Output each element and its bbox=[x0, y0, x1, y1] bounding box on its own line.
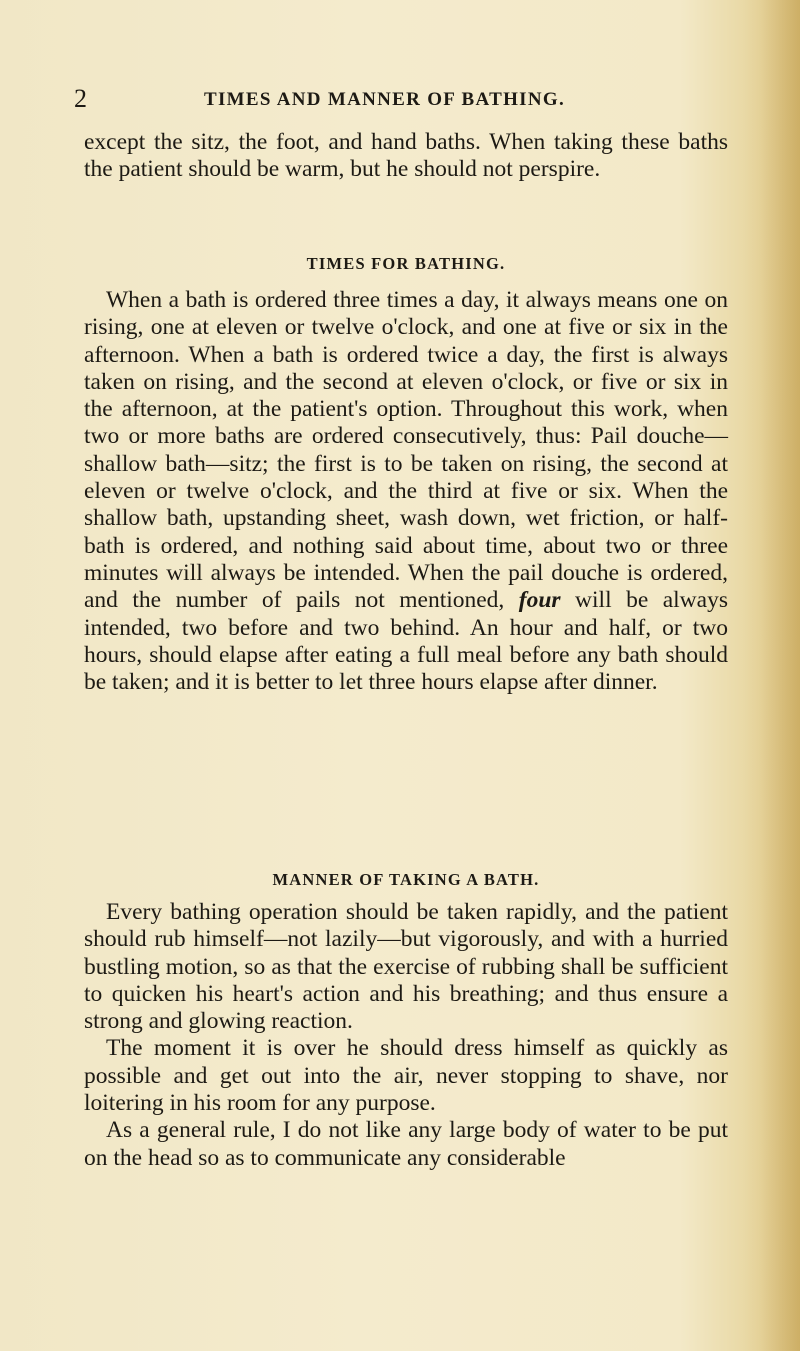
section-body-manner-of-taking-a-bath bbox=[84, 899, 728, 1172]
paragraph: As a general rule, I do not like any large body of water to be put on the head so as to communicate any considerable bbox=[84, 1117, 728, 1171]
paragraph bbox=[84, 287, 728, 696]
page-edge-shading bbox=[760, 0, 800, 1351]
paragraph: Every bathing operation should be taken rapidly, and the patient should rub himself—not lazily—but vigorously, and with a hurried bustling motion, so as that the exercise of rubbing shall be sufficient to quicken his heart's action and his breathing; and thus ensure a strong and glowing reaction. bbox=[84, 899, 728, 1035]
paragraph: except the sitz, the foot, and hand baths. When taking these baths the patient should be warm, but he should not perspire. bbox=[84, 129, 728, 183]
running-title: TIMES AND MANNER OF BATHING. bbox=[204, 89, 566, 110]
emphasis-text: four bbox=[518, 587, 561, 614]
paragraph-text: When a bath is ordered three times a day, it always means one on rising, one at eleven or twelve o'clock, and one at five or six in the afternoon. When a bath is ordered twice a day, the first is always taken on rising, and the second at eleven o'clock, or five or six in the afternoon, at the patient's option. Throughout this work, when two or more baths are ordered consecutively, thus: Pail douche—shallow bath—sitz; the first is to be taken on rising, the second at eleven or twelve o'clock, and the third at five or six. When the shallow bath, upstanding sheet, wash down, wet friction, or half-bath is ordered, and nothing said about time, about two or three minutes will always be intended. When the pail douche is ordered, and the number of pails not mentioned, bbox=[84, 287, 728, 614]
section-body-times-for-bathing bbox=[84, 287, 728, 696]
running-header bbox=[74, 84, 714, 114]
paragraph: The moment it is over he should dress himself as quickly as possible and get out into the air, never stopping to shave, nor loitering in his room for any purpose. bbox=[84, 1035, 728, 1117]
page-number: 2 bbox=[74, 84, 87, 113]
paragraph-text: will be always intended, two before and two behind. An hour and half, or two hours, should elapse after eating a full meal before any bath should be taken; and it is better to let three hours elapse after dinner. bbox=[84, 587, 728, 696]
section-heading-manner-of-taking-a-bath: MANNER OF TAKING A BATH. bbox=[272, 870, 540, 889]
section-heading-times-for-bathing: TIMES FOR BATHING. bbox=[306, 254, 506, 273]
continuation-paragraph bbox=[84, 129, 728, 184]
